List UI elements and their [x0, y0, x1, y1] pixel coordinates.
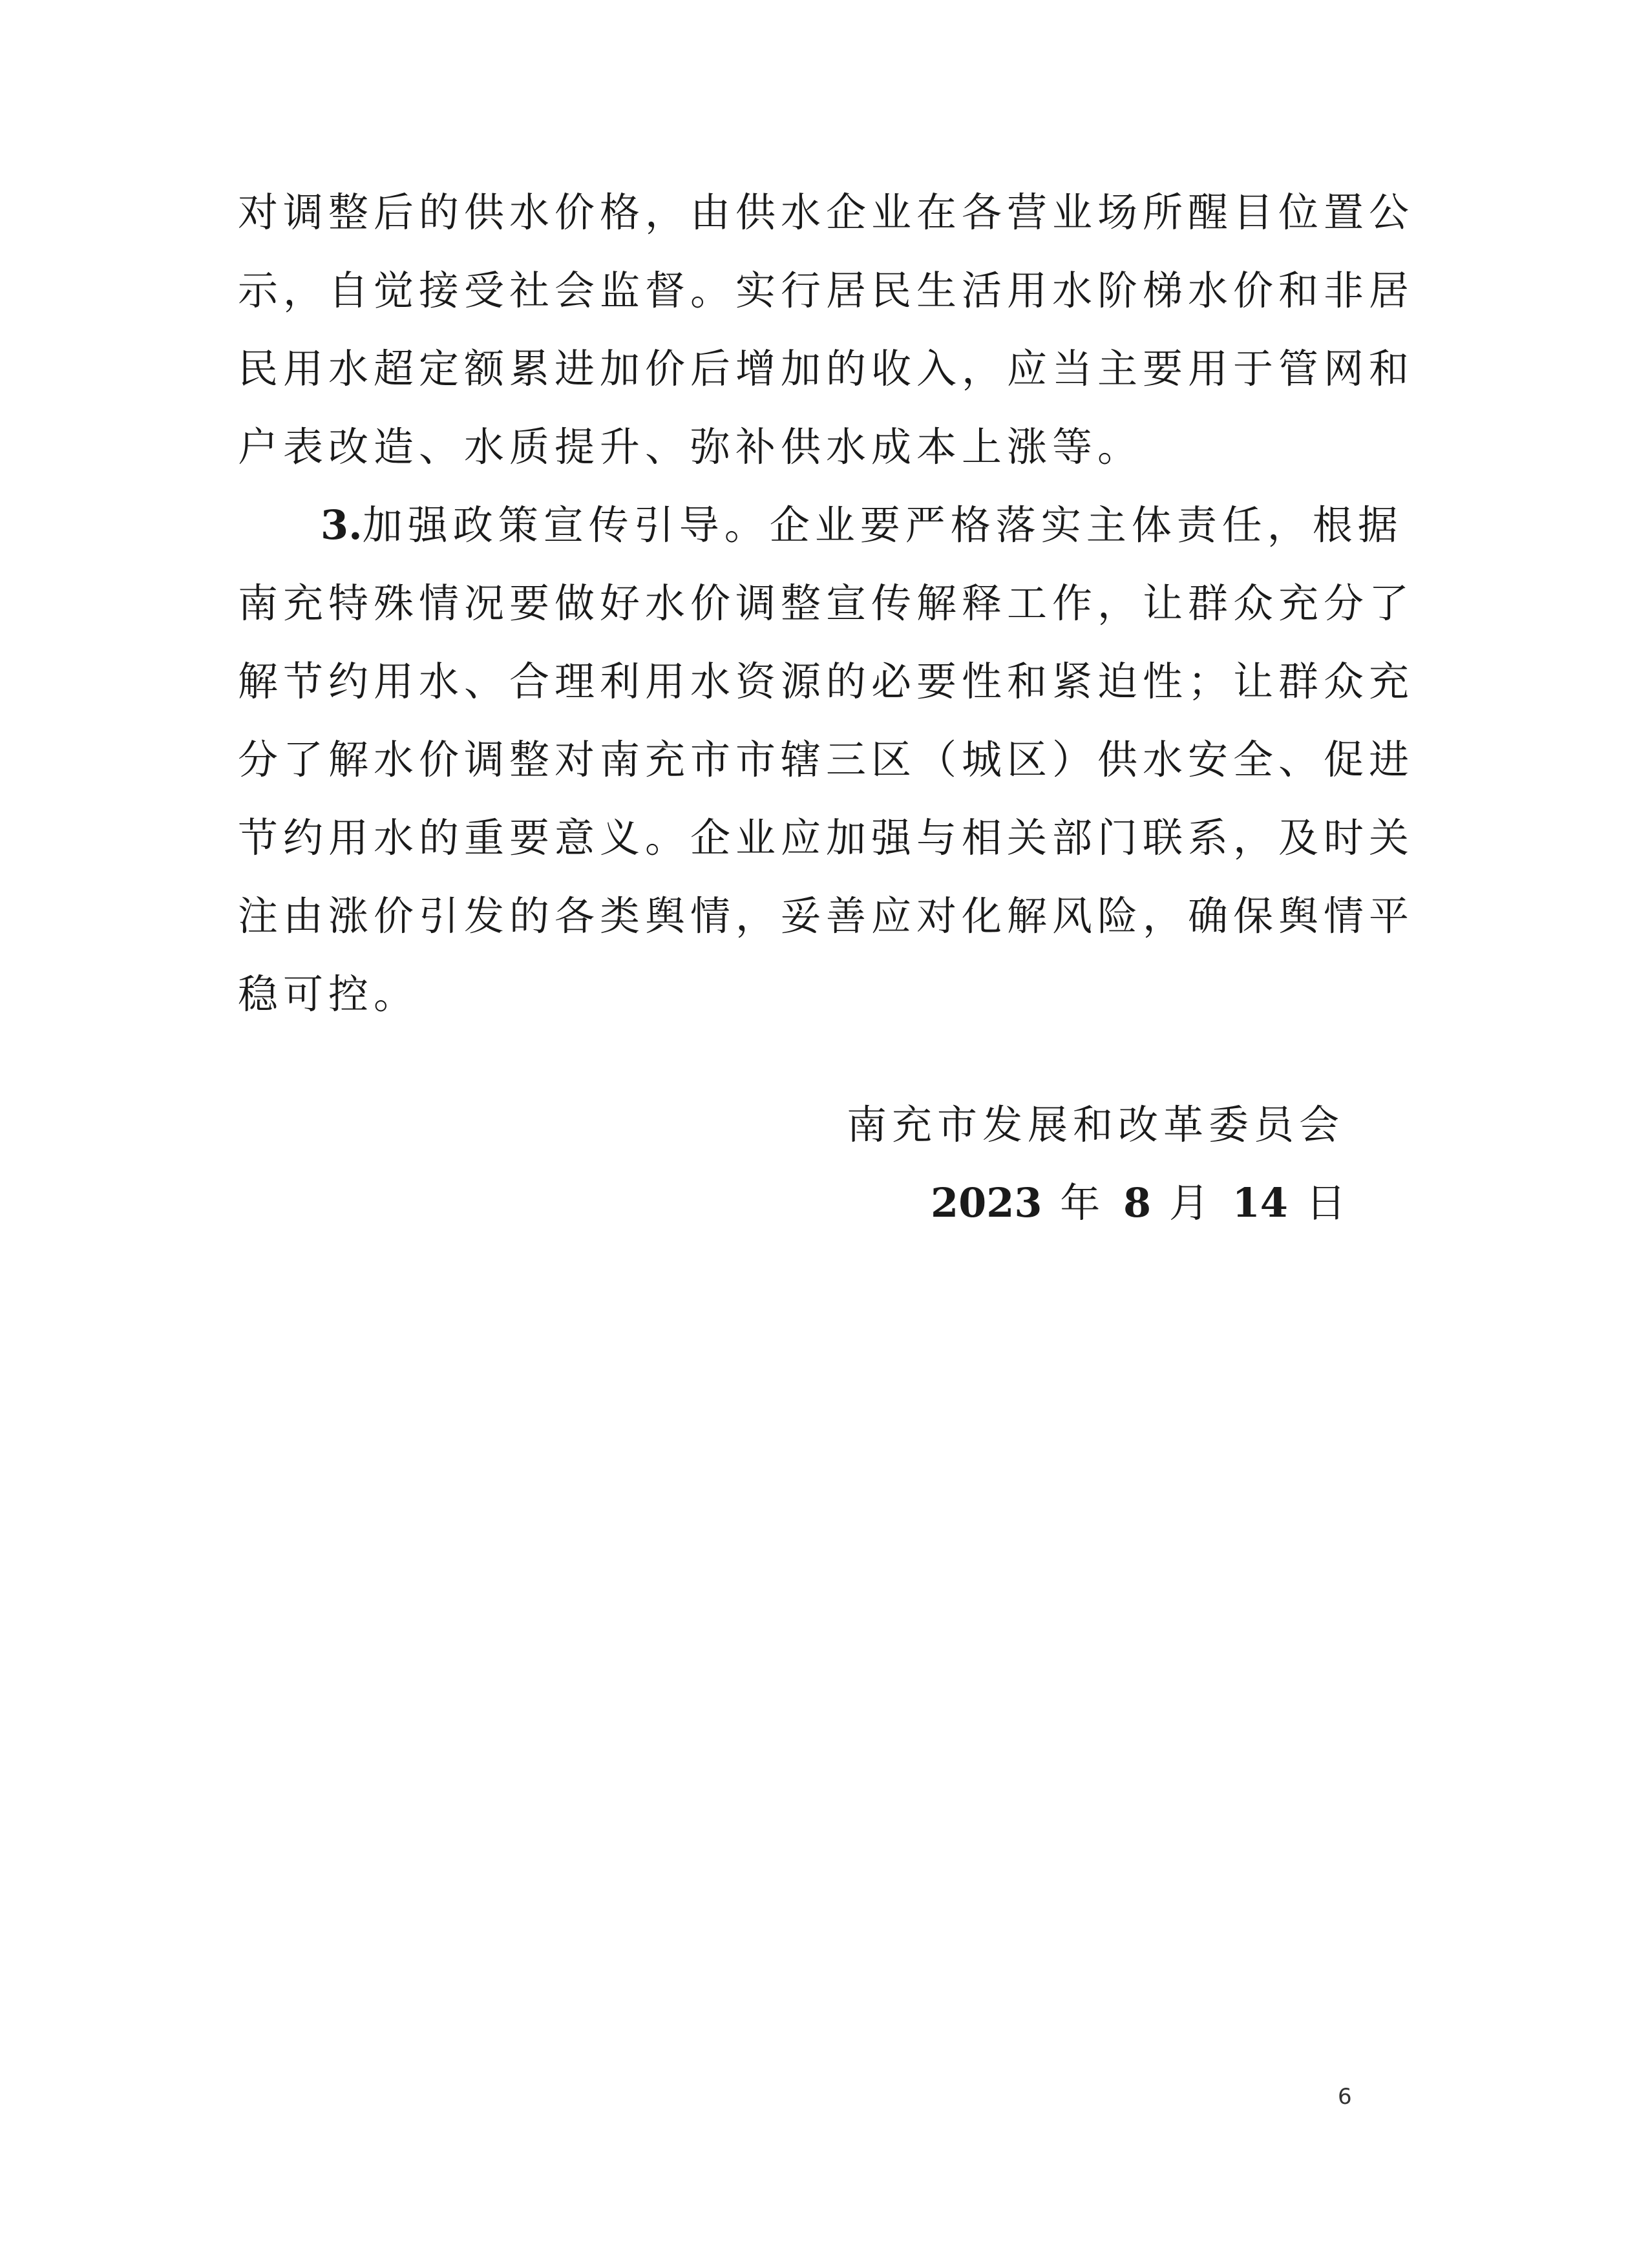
body-line: 解节约用水、合理利用水资源的必要性和紧迫性；让群众充 [238, 658, 1415, 705]
body-line: 户表改造、水质提升、弥补供水成本上涨等。 [238, 423, 1143, 470]
body-line: 分了解水价调整对南充市市辖三区（城区）供水安全、促进 [238, 736, 1415, 783]
document-body [238, 173, 1415, 1033]
body-line: 对调整后的供水价格，由供水企业在各营业场所醒目位置公 [238, 189, 1415, 236]
issue-date [847, 1164, 1351, 1242]
date-day: 14 [1232, 1179, 1288, 1226]
date-month: 8 [1123, 1179, 1152, 1226]
date-day-unit: 日 [1305, 1179, 1351, 1226]
body-line: 南充特殊情况要做好水价调整宣传解释工作，让群众充分了 [238, 580, 1415, 627]
page-number: 6 [1338, 2084, 1352, 2110]
date-month-unit: 月 [1168, 1179, 1214, 1226]
date-year: 2023 [931, 1179, 1042, 1226]
date-year-unit: 年 [1060, 1179, 1106, 1226]
paragraph-heading-line [238, 486, 1403, 564]
body-line: 民用水超定额累进加价后增加的收入，应当主要用于管网和 [238, 345, 1415, 392]
body-line: 示，自觉接受社会监督。实行居民生活用水阶梯水价和非居 [238, 267, 1415, 314]
signature-block [847, 1086, 1351, 1242]
issuing-organization: 南充市发展和改革委员会 [847, 1101, 1345, 1148]
body-line: 注由涨价引发的各类舆情，妥善应对化解风险，确保舆情平 [238, 892, 1415, 940]
body-line: 节约用水的重要意义。企业应加强与相关部门联系，及时关 [238, 814, 1415, 861]
item-number: 3. [321, 501, 363, 549]
body-line: 稳可控。 [238, 971, 419, 1018]
item-heading-text: 加强政策宣传引导。企业要严格落实主体责任，根据 [362, 501, 1403, 549]
